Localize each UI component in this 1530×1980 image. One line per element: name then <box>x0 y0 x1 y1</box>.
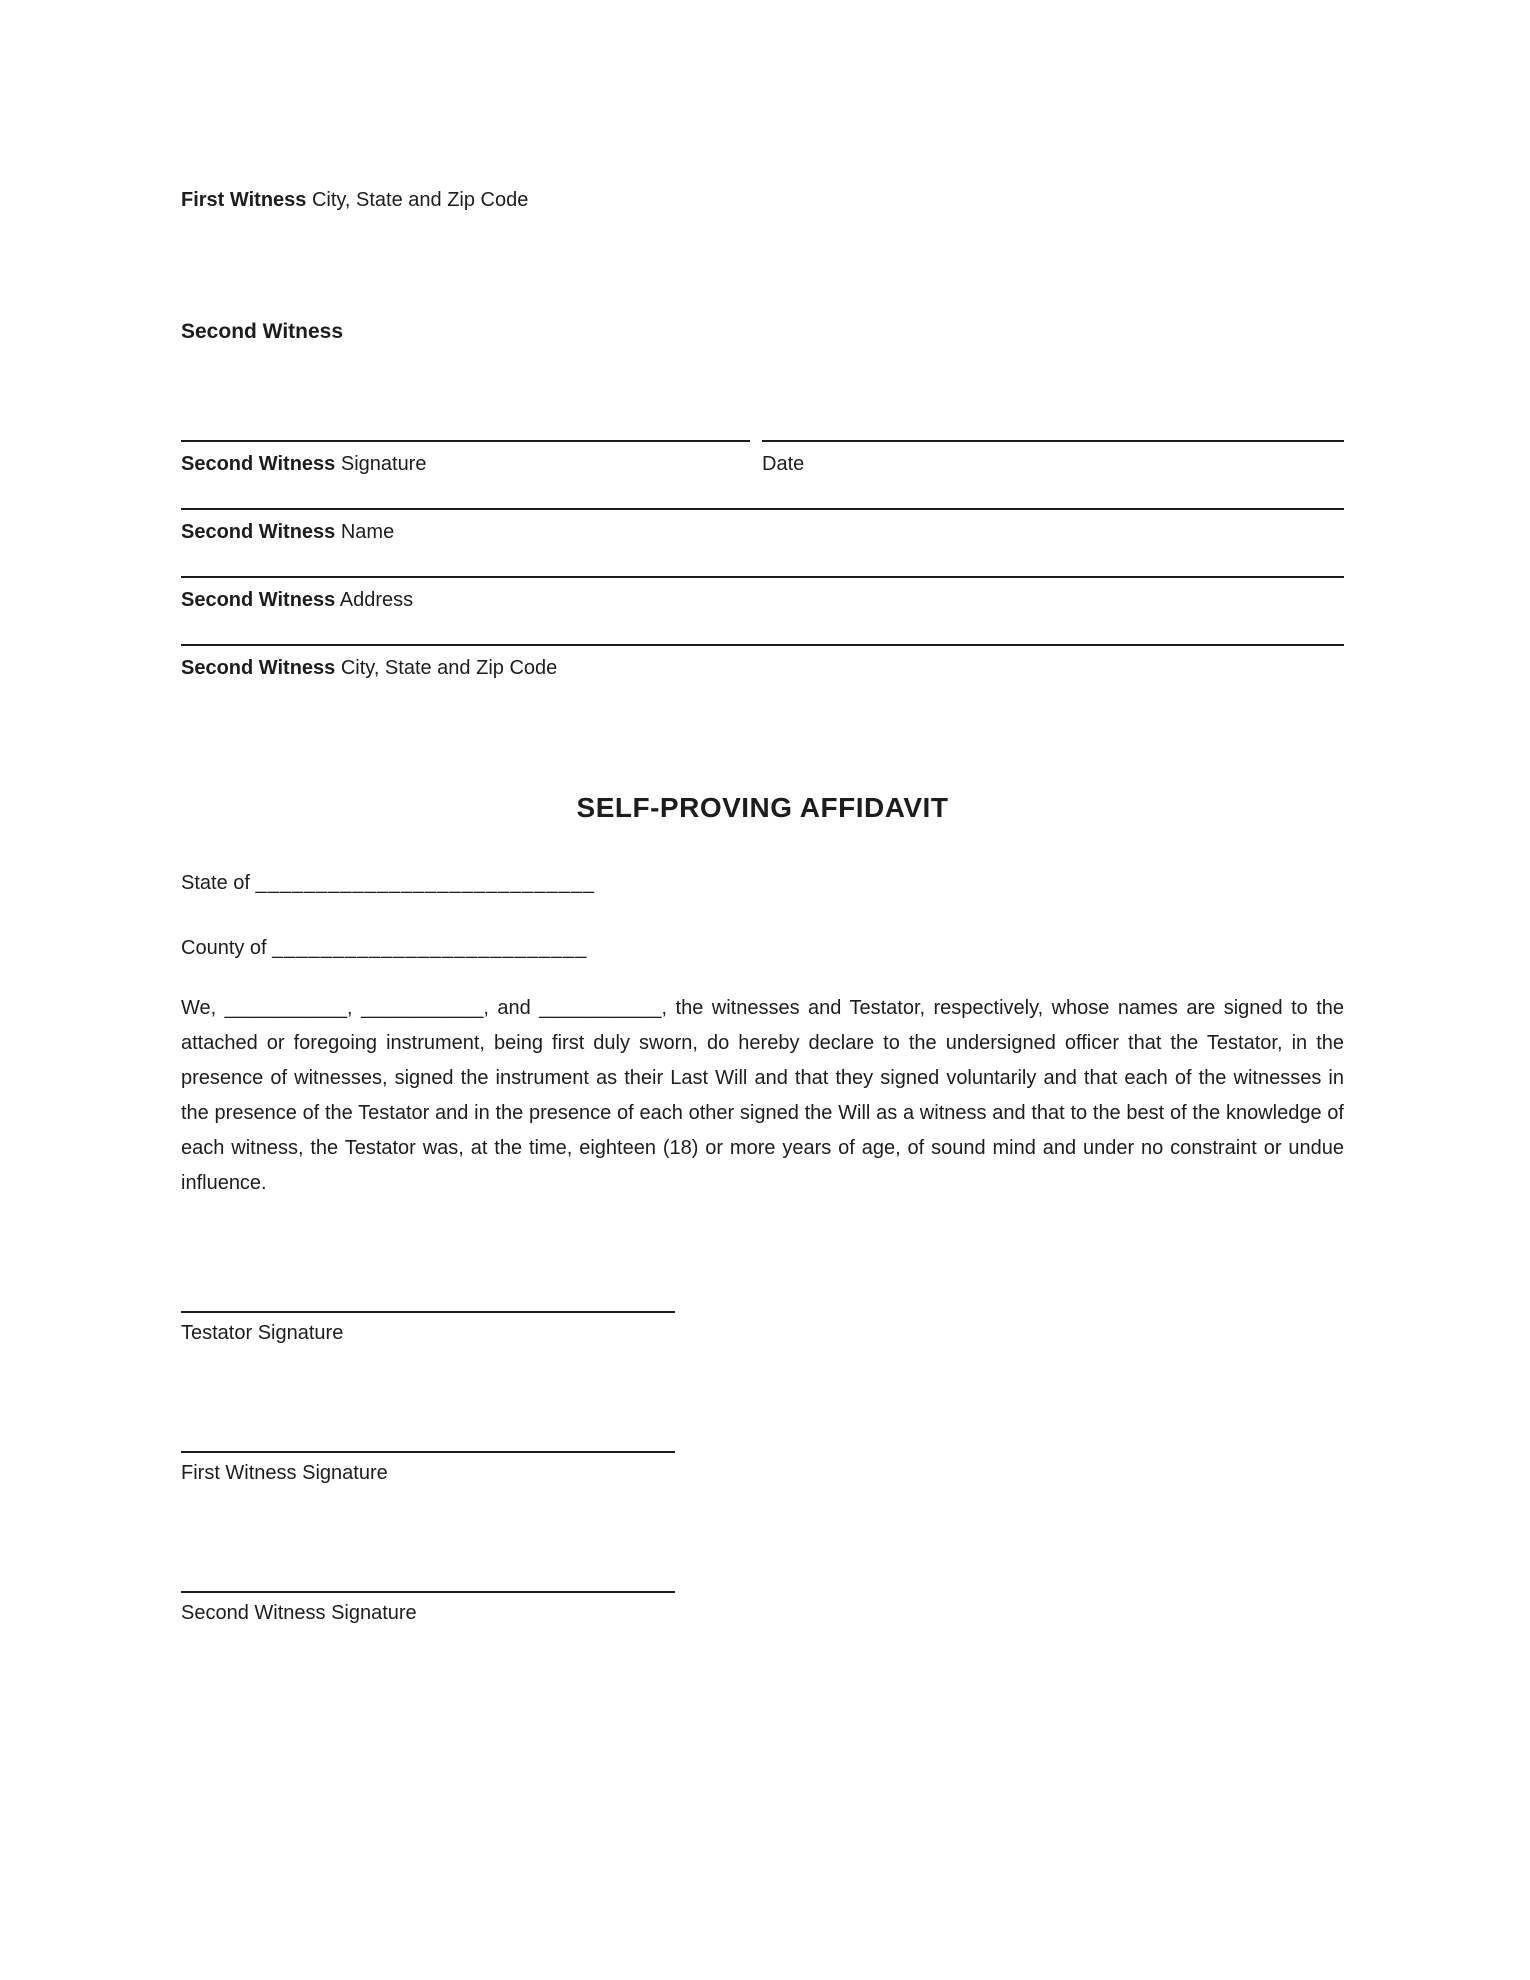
second-witness-address-label-bold: Second Witness <box>181 589 336 612</box>
first-witness-city-label-bold: First Witness <box>181 189 307 211</box>
second-witness-address-field <box>181 576 1344 613</box>
testator-signature-line <box>181 1311 675 1313</box>
second-witness-affidavit-signature-label: Second Witness Signature <box>181 1602 417 1625</box>
state-of-label: State of <box>181 872 250 895</box>
first-witness-signature-line <box>181 1451 675 1453</box>
second-witness-name-label <box>181 520 1344 545</box>
second-witness-signature-label-rest: Signature <box>335 453 427 476</box>
second-witness-city-line <box>181 644 1344 646</box>
county-of-blank: __________________________ <box>272 937 588 960</box>
second-witness-signature-label-bold: Second Witness <box>181 453 336 476</box>
second-witness-city-label-rest: City, State and Zip Code <box>335 657 558 680</box>
second-witness-address-label <box>181 588 1344 613</box>
testator-signature-label: Testator Signature <box>181 1322 344 1345</box>
second-witness-city-field <box>181 644 1344 681</box>
date-field <box>762 440 1344 477</box>
testator-signature-block <box>181 1311 1344 1346</box>
county-of-field <box>181 936 1344 961</box>
county-of-label: County of <box>181 937 267 960</box>
affidavit-title: SELF-PROVING AFFIDAVIT <box>576 792 949 824</box>
second-witness-name-label-rest: Name <box>335 521 395 544</box>
date-line <box>762 440 1344 442</box>
affidavit-body: We, ___________, ___________, and ___________, the witnesses and Testator, respectively, whose names are signed to the attached or foregoing instrument, being first duly sworn, do hereby declare to the undersigned officer that the Testator, in the presence of witnesses, signed the instrument as their Last Will and that they signed voluntarily and that each of the witnesses in the presence of the Testator and in the presence of each other signed the Will as a witness and that to the best of the knowledge of each witness, the Testator was, at the time, eighteen (18) or more years of age, of sound mind and under no constraint or undue influence. <box>181 997 1344 1195</box>
first-witness-city-label-rest: City, State and Zip Code <box>306 189 529 211</box>
second-witness-signature-block <box>181 1591 1344 1626</box>
second-witness-city-label <box>181 656 1344 681</box>
second-witness-heading: Second Witness <box>181 320 344 343</box>
state-of-blank: ____________________________ <box>255 872 595 895</box>
date-label: Date <box>762 453 805 476</box>
second-witness-affidavit-signature-line <box>181 1591 675 1593</box>
second-witness-address-line <box>181 576 1344 578</box>
second-witness-address-label-rest: Address <box>335 589 414 612</box>
second-witness-signature-row <box>181 440 1344 477</box>
second-witness-signature-field <box>181 440 750 477</box>
second-witness-name-field <box>181 508 1344 545</box>
first-witness-signature-label: First Witness Signature <box>181 1462 388 1485</box>
second-witness-name-line <box>181 508 1344 510</box>
second-witness-name-label-bold: Second Witness <box>181 521 336 544</box>
second-witness-signature-label <box>181 452 750 477</box>
second-witness-city-label-bold: Second Witness <box>181 657 336 680</box>
first-witness-signature-block <box>181 1451 1344 1486</box>
second-witness-signature-line <box>181 440 750 442</box>
state-of-field <box>181 871 1344 896</box>
first-witness-city-label <box>181 188 1344 213</box>
